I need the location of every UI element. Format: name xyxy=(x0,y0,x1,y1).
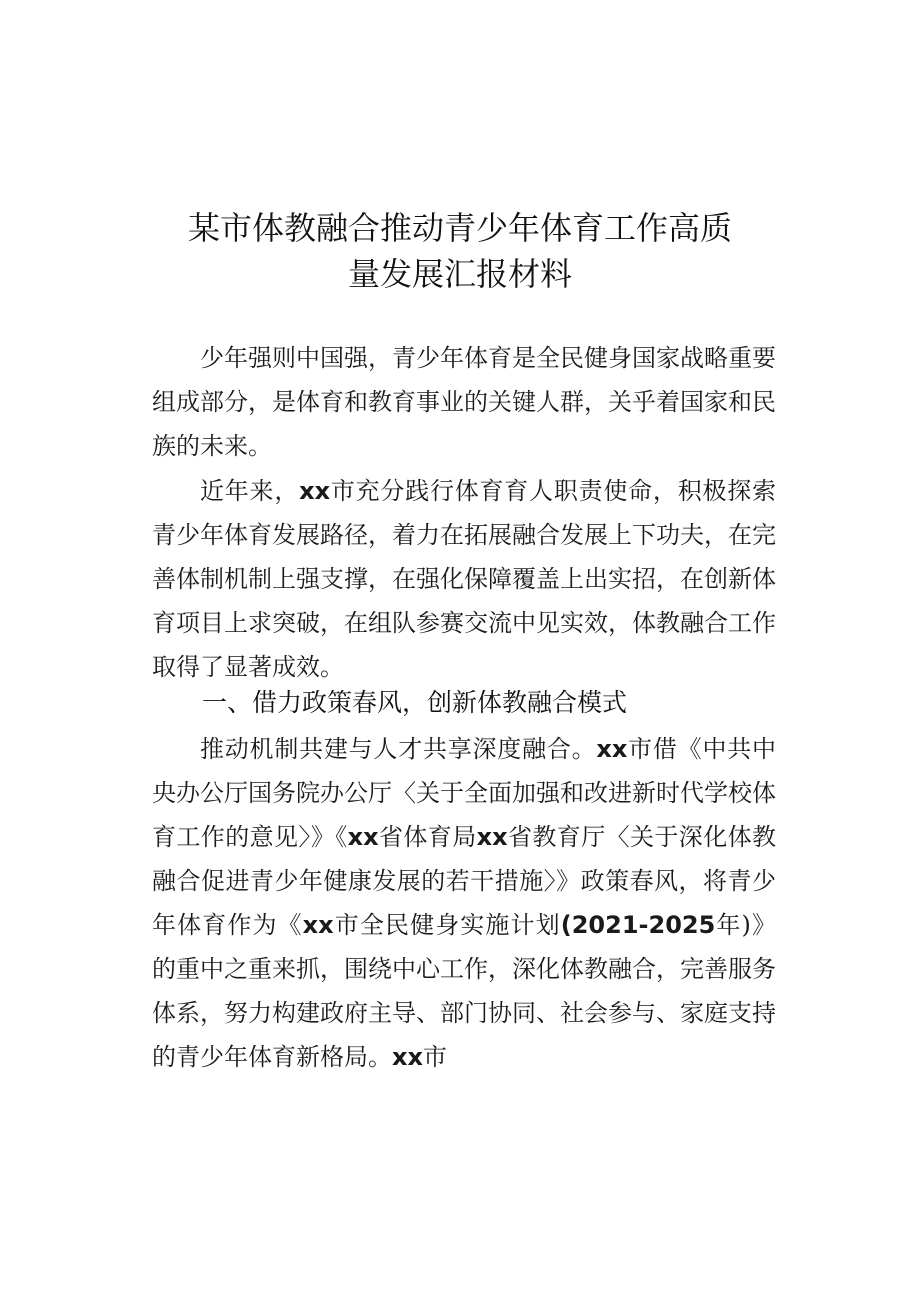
province-placeholder: xx xyxy=(347,823,379,851)
city-placeholder: xx xyxy=(596,735,628,763)
paragraph-text: 市充分践行体育育人职责使命，积极探索青少年体育发展路径，着力在拓展融合发展上下功夫，在完善体制机制上强支撑，在强化保障覆盖上出实招，在创新体育项目上求突破，在组队参赛交流中见实效，体教融合工作取得了显著成效。 xyxy=(152,477,777,681)
paragraph-text: 推动机制共建与人才共享深度融合。 xyxy=(200,735,597,763)
paragraph-recent-years xyxy=(152,469,776,689)
section-heading-1: 一、借力政策春风，创新体教融合模式 xyxy=(202,688,628,717)
city-placeholder: xx xyxy=(299,477,331,505)
city-placeholder: xx xyxy=(302,911,334,939)
city-placeholder: xx xyxy=(392,1043,423,1071)
document-title-line-2: 量发展汇报材料 xyxy=(347,255,572,293)
paragraph-mechanism xyxy=(152,727,776,1079)
document-title-line-1: 某市体教融合推动青少年体育工作高质 xyxy=(187,209,732,247)
paragraph-text: 市 xyxy=(422,1043,447,1071)
paragraph-intro: 少年强则中国强，青少年体育是全民健身国家战略重要组成部分，是体育和教育事业的关键人群，关乎着国家和民族的未来。 xyxy=(152,344,776,460)
province-placeholder: xx xyxy=(476,823,508,851)
paragraph-text: 省教育厅〈关于深化体教融合促进青少年健康发展的若干措施〉》政策春风，将青少年体育作为《 xyxy=(152,823,777,939)
plan-years: (2021-2025 xyxy=(560,911,716,939)
paragraph-text: 市借《中共中央办公厅国务院办公厅〈关于全面加强和改进新时代学校体育工作的意见〉》《 xyxy=(152,735,777,851)
paragraph-text: 市全民健身实施计划 xyxy=(333,911,561,939)
paragraph-text: 省体育局 xyxy=(378,823,477,851)
paragraph-text: 年)》的重中之重来抓，围绕中心工作，深化体教融合，完善服务体系，努力构建政府主导、部门协同、社会参与、家庭支持的青少年体育新格局。 xyxy=(152,911,776,1071)
paragraph-text: 近年来， xyxy=(200,477,300,505)
